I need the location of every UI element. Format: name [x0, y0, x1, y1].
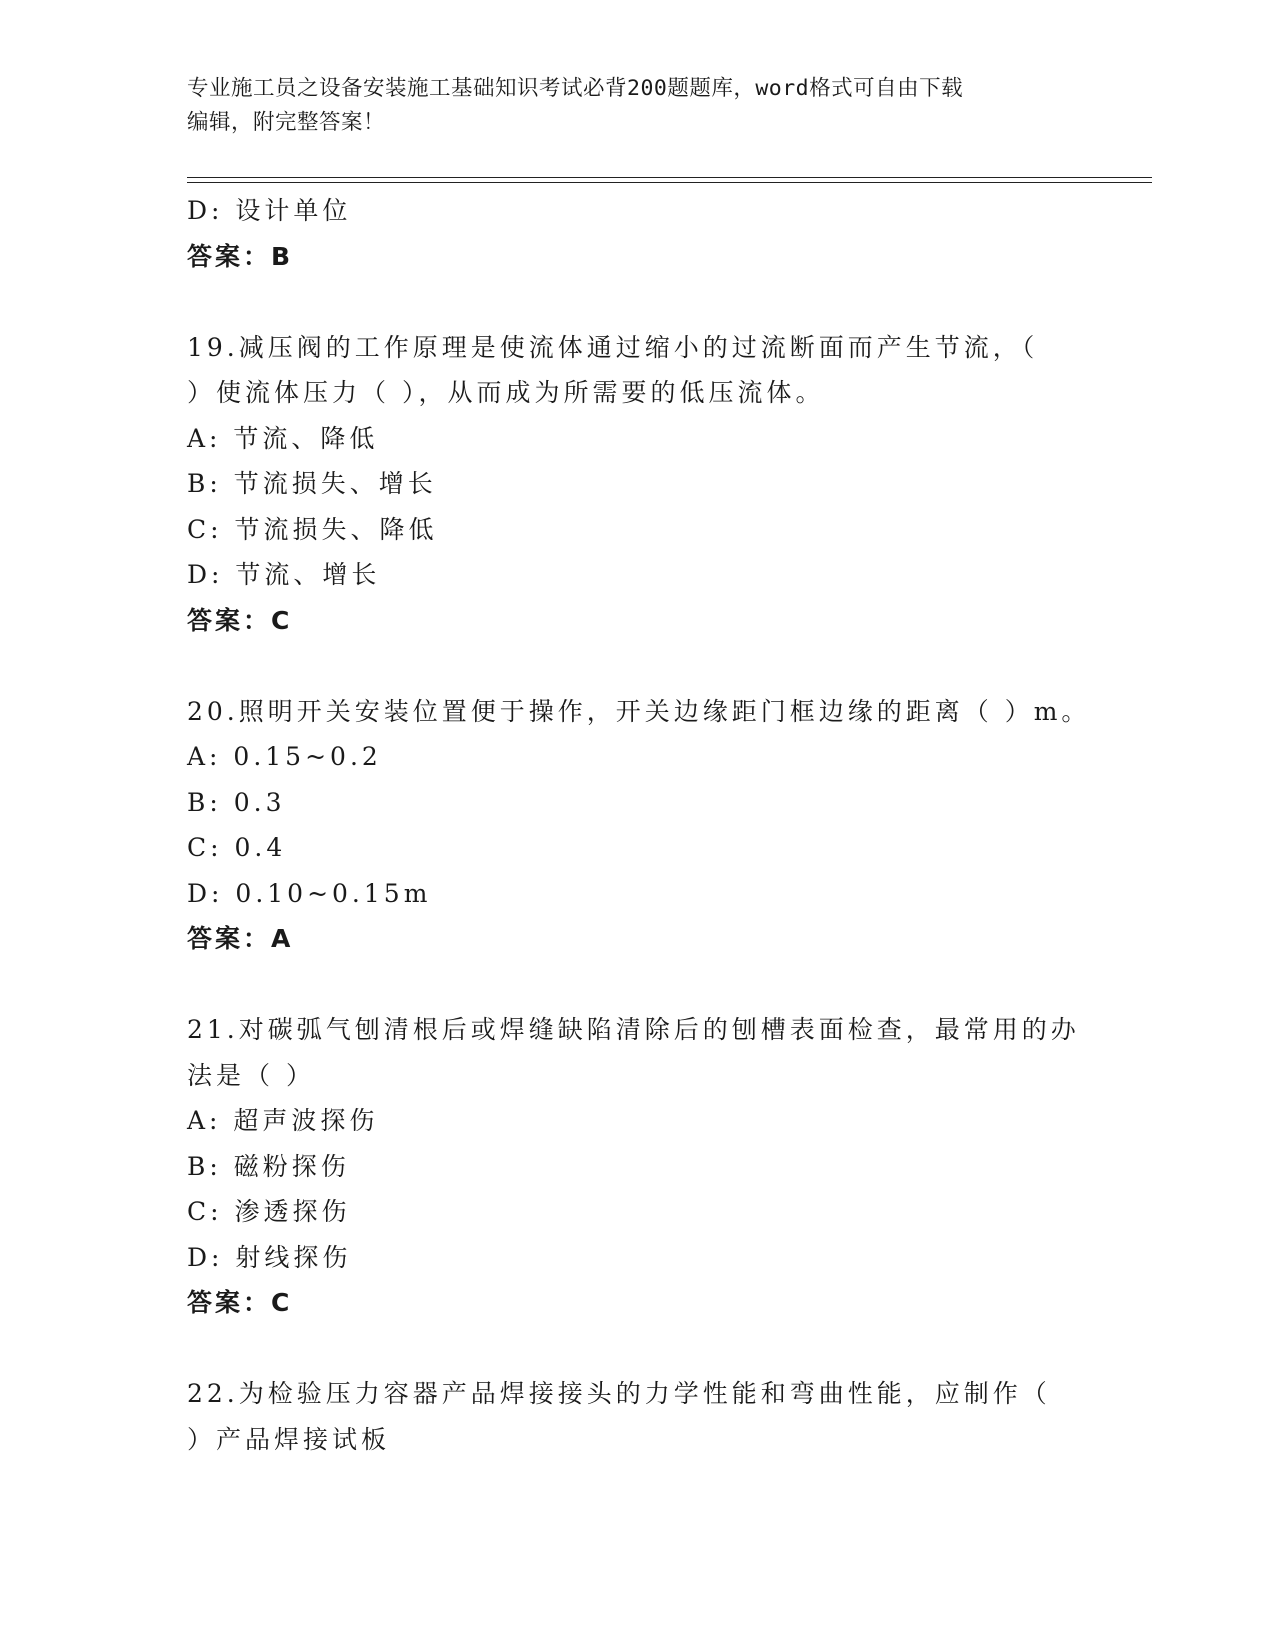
header-rule-bottom	[187, 182, 1152, 183]
previous-question-tail	[187, 188, 1087, 279]
option-c: C: 渗透探伤	[187, 1197, 351, 1226]
option-b: B: 0.3	[187, 787, 286, 817]
question-stem: ）产品焊接试板	[187, 1424, 391, 1454]
question-21	[187, 1007, 1087, 1326]
option-d: D: 设计单位	[187, 196, 352, 225]
question-stem: 20.照明开关安装位置便于操作，开关边缘距门框边缘的距离（ ）m。	[187, 696, 1091, 726]
option-d: D: 节流、增长	[187, 560, 381, 589]
question-stem: 19.减压阀的工作原理是使流体通过缩小的过流断面而产生节流，（	[187, 332, 1039, 362]
option-a: A: 超声波探伤	[187, 1106, 379, 1135]
option-a: A: 节流、降低	[187, 423, 379, 453]
spacer	[187, 962, 1087, 1008]
option-d: D: 射线探伤	[187, 1242, 352, 1272]
page-header	[187, 72, 1087, 140]
header-title-line-2: 编辑，附完整答案！	[187, 110, 386, 135]
option-a: A: 0.15~0.2	[187, 742, 382, 771]
answer-line: 答案：B	[187, 241, 294, 271]
question-20	[187, 689, 1091, 962]
question-22	[187, 1371, 1087, 1462]
spacer	[187, 643, 1087, 689]
option-d: D: 0.10~0.15m	[187, 878, 432, 908]
question-19	[187, 325, 1087, 644]
header-rule-top	[187, 177, 1152, 178]
question-list	[187, 188, 1091, 1462]
spacer	[187, 1326, 1087, 1372]
question-stem: 21.对碳弧气刨清根后或焊缝缺陷清除后的刨槽表面检查，最常用的办	[187, 1015, 1080, 1044]
answer-line: 答案：C	[187, 605, 293, 635]
answer-line: 答案：C	[187, 1288, 293, 1317]
option-b: B: 节流损失、增长	[187, 469, 437, 498]
option-b: B: 磁粉探伤	[187, 1151, 350, 1181]
question-stem: ）使流体压力（ ），从而成为所需要的低压流体。	[187, 378, 825, 407]
question-stem: 法是（ ）	[187, 1060, 315, 1090]
option-c: C: 0.4	[187, 833, 287, 862]
header-title-line-1: 专业施工员之设备安装施工基础知识考试必背200题题库，word格式可自由下载	[187, 76, 964, 101]
spacer	[187, 279, 1087, 325]
answer-line: 答案：A	[187, 924, 294, 953]
option-c: C: 节流损失、降低	[187, 514, 438, 544]
question-stem: 22.为检验压力容器产品焊接接头的力学性能和弯曲性能，应制作（	[187, 1379, 1051, 1408]
